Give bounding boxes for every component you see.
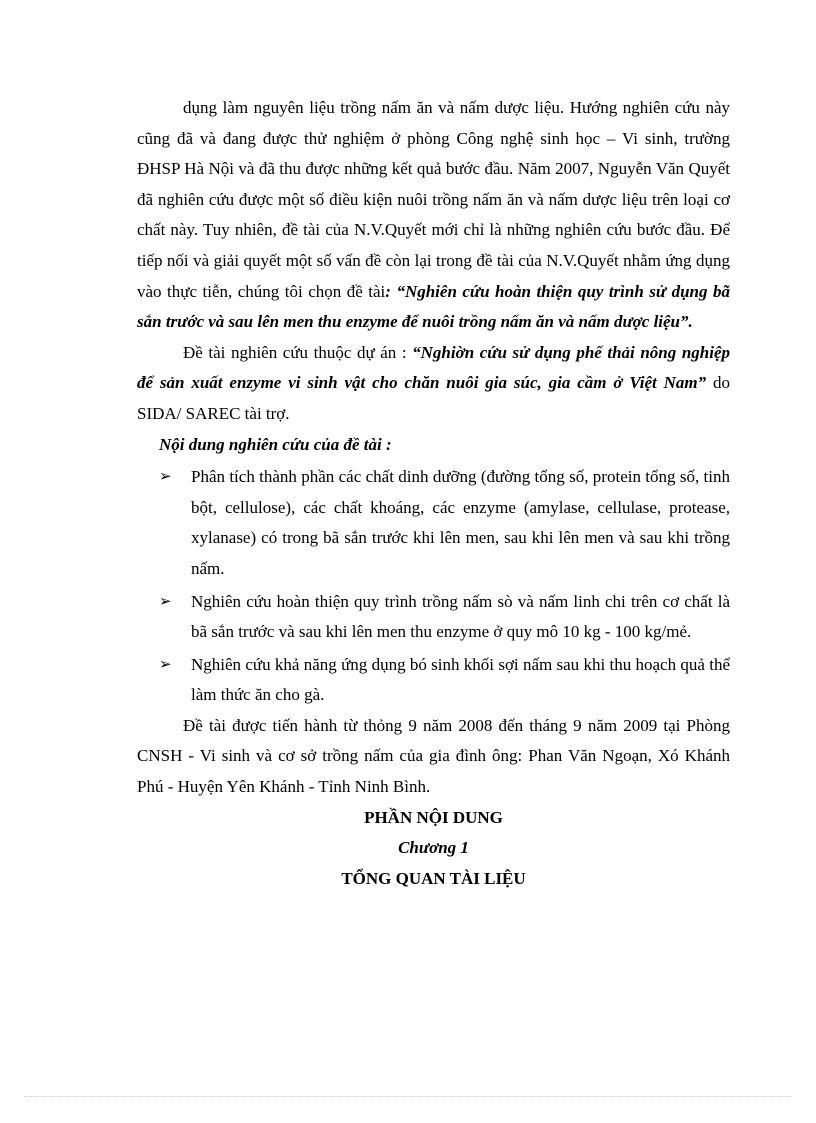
page-bottom-divider: [24, 1096, 792, 1097]
thesis-title: “Nghiên cứu hoàn thiện quy trình sử dụng bã sắn trước và sau lên men thu enzyme để nuôi trồng nấm ăn và nấm dược liệu”.: [137, 281, 730, 332]
intro-colon: :: [385, 281, 397, 301]
project-title: “Nghiờn cứu sử dụng phế thải nông nghiệp để sản xuất enzyme vi sinh vật cho chăn nuôi gia súc, gia cầm ở Việt Nam”: [137, 342, 730, 393]
arrow-bullet-icon: ➢: [159, 469, 172, 486]
section-title: PHẦN NỘI DUNG: [364, 807, 503, 827]
intro-paragraph: [137, 93, 730, 338]
intro-text: dụng làm nguyên liệu trồng nấm ăn và nấm dược liệu. Hướng nghiên cứu này cũng đã và đang được thử nghiệm ở phòng Công nghệ sinh học – Vi sinh, trường ĐHSP Hà Nội và đã thu được những kết quả bước đầu. Năm 2007, Nguyễn Văn Quyết đã nghiên cứu được một số điều kiện nuôi trồng nấm ăn và nấm dược liệu trên loại cơ chất này. Tuy nhiên, đề tài của N.V.Quyết mới chỉ là những nghiên cứu bước đầu. Để tiếp nối và giải quyết một số vấn đề còn lại trong đề tài của N.V.Quyết nhằm ứng dụng vào thực tiễn, chúng tôi chọn đề tài: [137, 98, 730, 301]
document-body: [137, 93, 730, 894]
project-prefix: Đề tài nghiên cứu thuộc dự án :: [183, 342, 413, 362]
bullet-text-1: Phân tích thành phần các chất dinh dưỡng (đường tổng số, protein tổng số, tinh bột, cellulose), các chất khoáng, các enzyme (amylase, cellulase, protease, xylanase) có trong bã sắn trước khi lên men, sau khi lên men và sau khi trồng nấm.: [191, 467, 730, 578]
bullet-item-3: [137, 650, 730, 711]
project-paragraph: [137, 338, 730, 430]
chapter-label: Chương 1: [398, 838, 469, 858]
research-content-heading: Nội dung nghiên cứu của đề tài :: [159, 434, 392, 454]
chapter-title: TỔNG QUAN TÀI LIỆU: [341, 868, 526, 888]
bullet-text-3: Nghiên cứu khả năng ứng dụng bó sinh khối sợi nấm sau khi thu hoạch quả thể làm thức ăn cho gà.: [191, 654, 730, 705]
timeline-paragraph: Đề tài được tiến hành từ thỏng 9 năm 2008 đến tháng 9 năm 2009 tại Phòng CNSH - Vi sinh và cơ sở trồng nấm của gia đình ông: Phan Văn Ngoạn, Xó Khánh Phú - Huyện Yên Khánh - Tỉnh Ninh Bình.: [137, 715, 730, 797]
project-suffix: do SIDA/ SAREC tài trợ.: [137, 373, 730, 423]
arrow-bullet-icon: ➢: [159, 656, 172, 673]
bullet-item-2: [137, 587, 730, 648]
arrow-bullet-icon: ➢: [159, 593, 172, 610]
bullet-text-2: Nghiên cứu hoàn thiện quy trình trồng nấm sò và nấm linh chi trên cơ chất là bã sắn trước và sau khi lên men thu enzyme ở quy mô 10 kg - 100 kg/mẻ.: [191, 591, 730, 642]
bullet-item-1: [137, 462, 730, 584]
